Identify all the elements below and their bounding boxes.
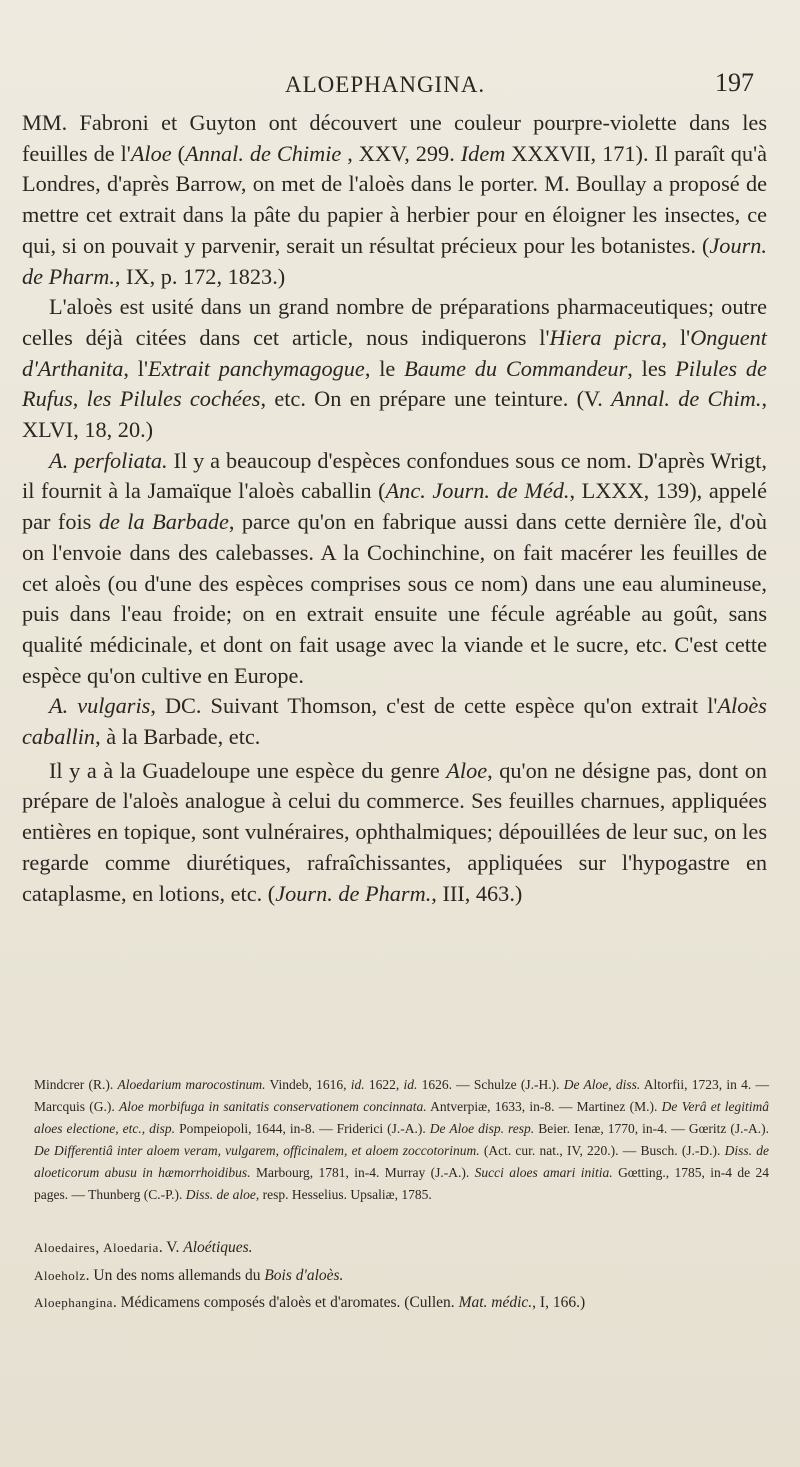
- dictionary-entries: [34, 1236, 769, 1319]
- paragraph-preparations: L'aloès est usité dans un grand nombre de préparations pharmaceutiques; outre celles déjà citées dans cet article, nous indiquerons l'Hiera picra, l'Onguent d'Arthanita, l'Extrait panchymagogue, le Baume du Commandeur, les Pilules de Rufus, les Pilules cochées, etc. On en prépare une teinture. (V. Annal. de Chim., XLVI, 18, 20.): [22, 294, 768, 443]
- paragraph-perfoliata: A. perfoliata. Il y a beaucoup d'espèces confondues sous ce nom. D'après Wrigt, il fournit à la Jamaïque l'aloès caballin (Anc. Journ. de Méd., LXXX, 139), appelé par fois de la Barbade, parce qu'on en fabrique aussi dans cette dernière île, d'où on l'envoie dans des calebasses. A la Cochinchine, on fait macérer les feuilles de cet aloès (ou d'une des espèces comprises sous ce nom) dans une eau alumineuse, puis dans l'eau froide; on en extrait ensuite une fécule agréable au goût, sans qualité médicinale, et dont on fait usage avec la viande et le sucre, etc. C'est cette espèce qu'on cultive en Europe.: [22, 447, 767, 688]
- paragraph-guadeloupe: Il y a à la Guadeloupe une espèce du genre Aloe, qu'on ne désigne pas, dont on prépare de l'aloès analogue à celui du commerce. Ses feuilles charnues, appliquées entières en topique, sont vulnéraires, ophthalmiques; dépouillées de leur suc, on les regarde comme diurétiques, rafraîchissantes, appliquées sur l'hypogastre en cataplasme, en lotions, etc. (Journ. de Pharm., III, 463.): [22, 757, 767, 906]
- bibliography: [34, 1074, 769, 1206]
- entry-aloephangina: Aloephangina. Médicamens composés d'aloès et d'aromates. (Cullen. Mat. médic., I, 166.): [34, 1294, 586, 1311]
- bibliography-text: Mindcrer (R.). Aloedarium marocostinum. Vindeb, 1616, id. 1622, id. 1626. — Schulze (J.-H.). De Aloe, diss. Altorfii, 1723, in 4. — Marcquis (G.). Aloe morbifuga in sanitatis conservationem concinnata. Antverpiæ, 1633, in-8. — Martinez (M.). De Verâ et legitimâ aloes electione, etc., disp. Pompeiopoli, 1644, in-8. — Friderici (J.-A.). De Aloe disp. resp. Beier. Ienæ, 1770, in-4. — Gœritz (J.-A.). De Differentiâ inter aloem veram, vulgarem, officinalem, et aloem zoccotorinum. (Act. cur. nat., IV, 220.). — Busch. (J.-D.). Diss. de aloeticorum abusu in hæmorrhoidibus. Marbourg, 1781, in-4. Murray (J.-A.). Succi aloes amari initia. Gœtting., 1785, in-4 de 24 pages. — Thunberg (C.-P.). Diss. de aloe, resp. Hesselius. Upsaliæ, 1785.: [34, 1077, 770, 1202]
- main-text: [22, 108, 767, 909]
- paragraph-vulgaris: A. vulgaris, DC. Suivant Thomson, c'est de cette espèce qu'on extrait l'Aloès caballin, à la Barbade, etc.: [22, 693, 767, 750]
- entry-aloeholz: Aloeholz. Un des noms allemands du Bois d'aloès.: [34, 1266, 344, 1284]
- page-header: [0, 68, 800, 108]
- page-number: 197: [715, 68, 754, 97]
- entry-aloedaires: Aloedaires, Aloedaria. V. Aloétiques.: [34, 1239, 253, 1256]
- paragraph-fabroni: MM. Fabroni et Guyton ont découvert une couleur pourpre-violette dans les feuilles de l'Aloe (Annal. de Chimie , XXV, 299. Idem XXXVII, 171). Il paraît qu'à Londres, d'après Barrow, on met de l'aloès dans le porter. M. Boullay a proposé de mettre cet extrait dans la pâte du papier à herbier pour en éloigner les insectes, ce qui, si on pouvait y parvenir, serait un résultat précieux pour les botanistes. (Journ. de Pharm., IX, p. 172, 1823.): [22, 110, 767, 289]
- running-title: ALOEPHANGINA.: [285, 72, 486, 97]
